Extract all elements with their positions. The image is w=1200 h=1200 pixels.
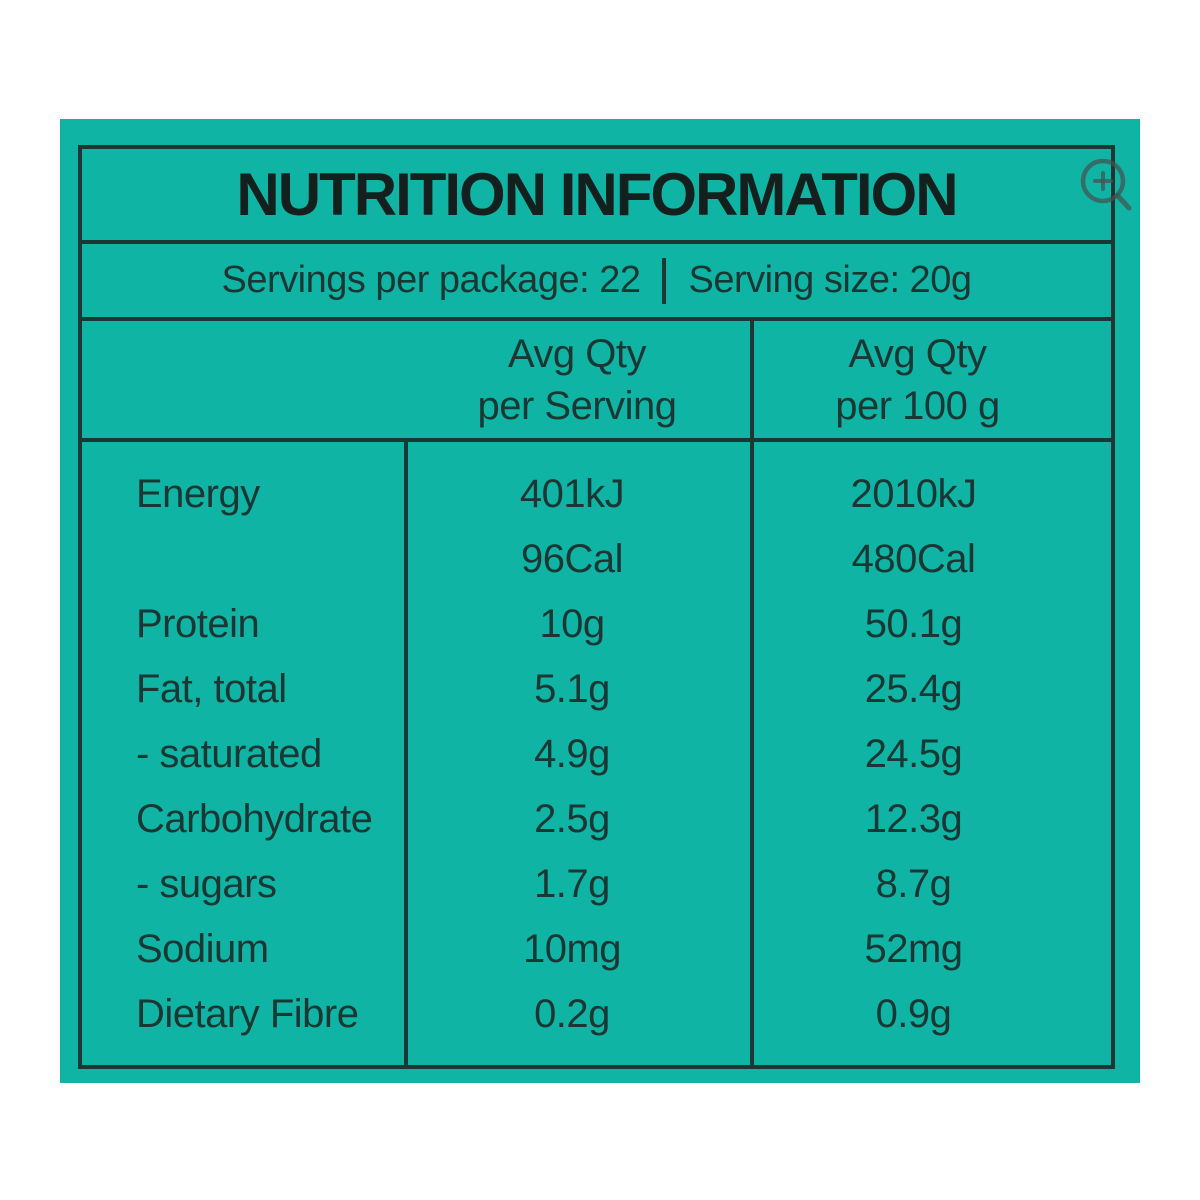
value-per-serving: 1.7g [534,862,610,906]
value-per-100g: 12.3g [864,797,963,841]
nutrient-label: Energy [136,472,260,516]
serving-size: Serving size: 20g [688,259,972,301]
value-per-100g: 0.9g [875,992,952,1036]
value-per-100g: 2010kJ [850,472,977,516]
nutrient-label: Carbohydrate [136,797,373,841]
value-per-100g: 50.1g [864,602,963,646]
value-per-serving: 10mg [522,927,622,971]
nutrient-label: Dietary Fibre [136,992,359,1036]
header-per-serving-line2: per Serving [477,383,677,428]
nutrient-label: Sodium [136,927,269,971]
header-per-100g [750,321,1111,438]
column-header-row [82,321,1111,442]
nutrient-label: - saturated [136,732,322,776]
servings-row [82,244,1111,321]
header-per-100g-line2: per 100 g [835,383,1000,428]
value-per-100g: 480Cal [851,537,976,581]
value-per-serving: 10g [539,602,605,646]
column-divider-1 [404,442,408,1065]
nutrient-label: Protein [136,602,260,646]
value-per-serving: 96Cal [520,537,623,581]
value-per-serving: 5.1g [534,667,610,711]
value-per-100g: 52mg [864,927,963,971]
nutrient-label: - sugars [136,862,277,906]
servings-per-package: Servings per package: 22 [221,259,641,301]
nutrient-label: Fat, total [136,667,287,711]
value-per-serving: 0.2g [534,992,610,1036]
table-body [82,442,1111,1065]
header-empty-cell [82,321,404,438]
table-title-row [82,149,1111,244]
value-per-100g: 24.5g [864,732,963,776]
nutrient-label [82,527,404,592]
servings-divider [662,258,666,304]
value-per-serving: 2.5g [534,797,610,841]
value-per-100g: 8.7g [875,862,952,906]
panel-title: NUTRITION INFORMATION [236,161,957,228]
header-per-serving-line1: Avg Qty [507,331,647,376]
value-per-serving: 4.9g [534,732,610,776]
value-per-100g: 25.4g [864,667,963,711]
column-divider-2 [750,442,754,1065]
nutrition-panel [60,119,1140,1083]
header-per-serving [404,321,750,438]
zoom-in-icon[interactable] [1072,150,1136,214]
nutrition-table [78,145,1115,1069]
header-per-100g-line1: Avg Qty [848,331,987,376]
value-per-serving: 401kJ [519,472,625,516]
